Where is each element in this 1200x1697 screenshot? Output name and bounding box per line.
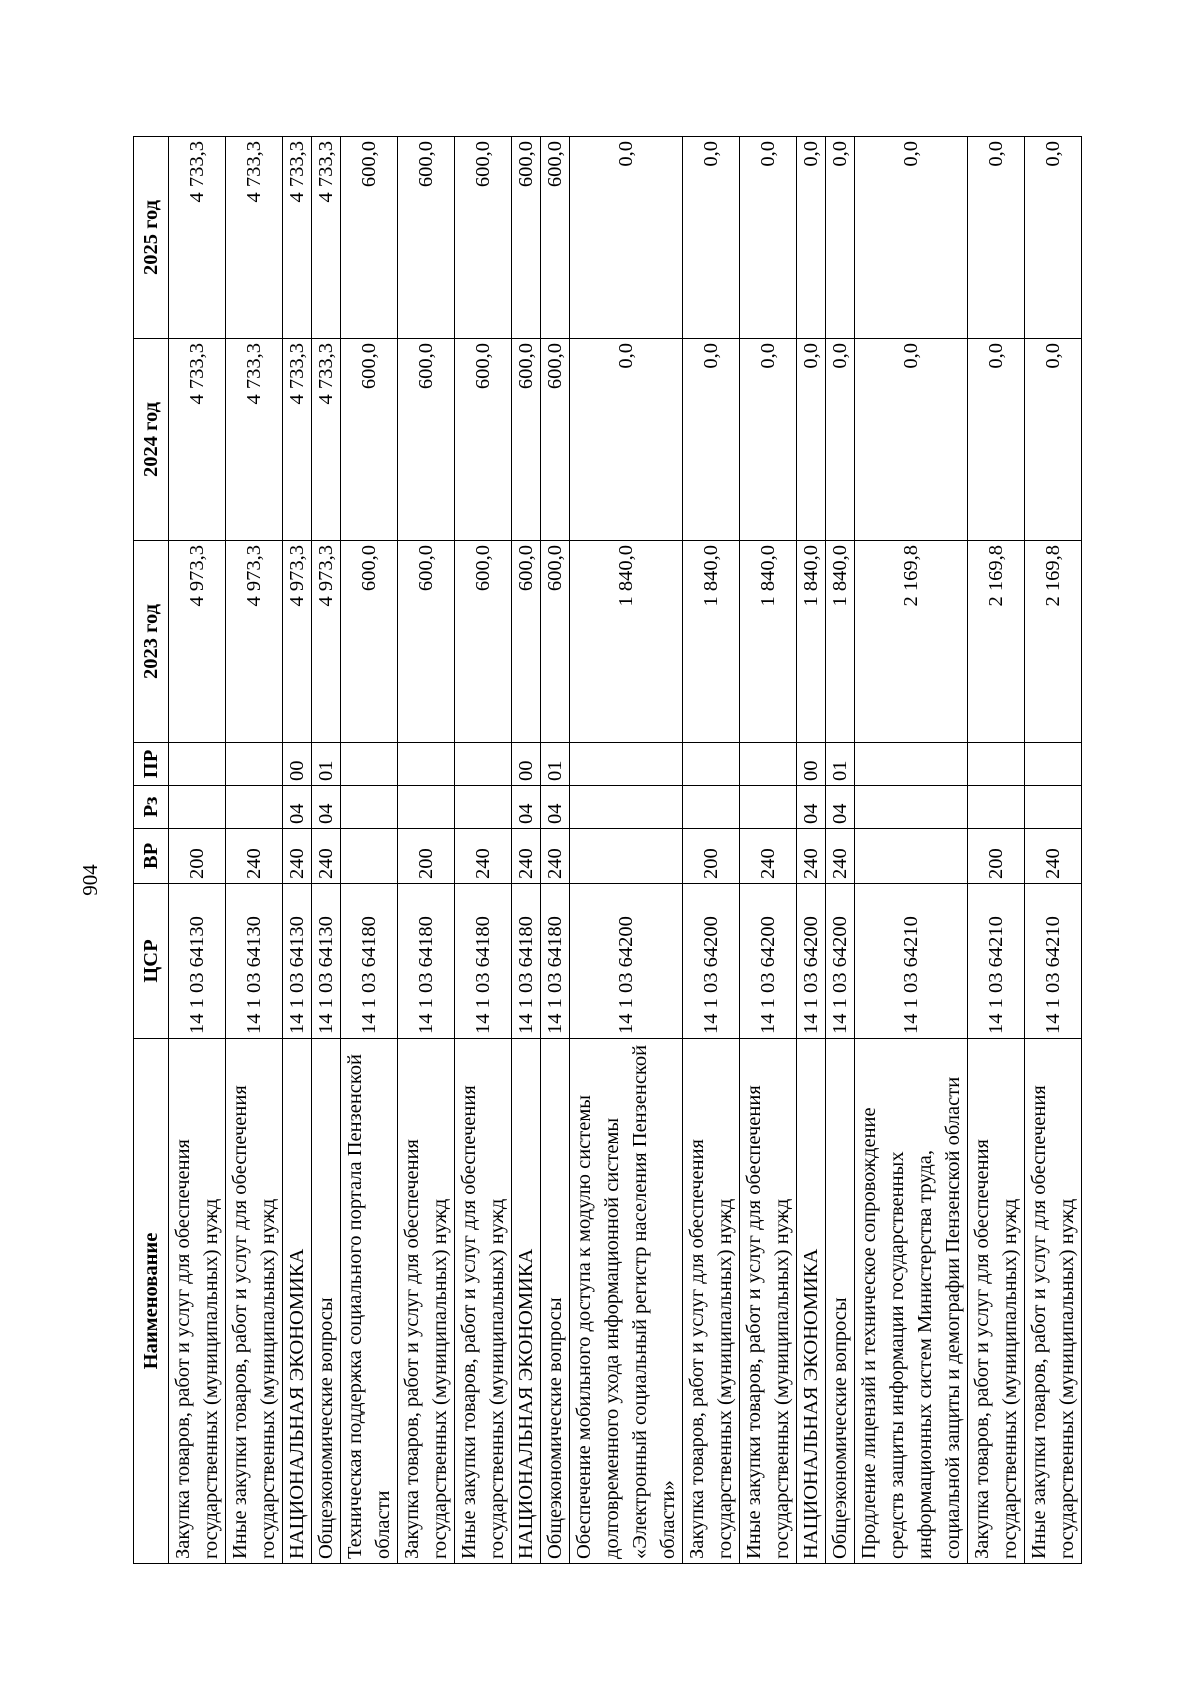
cell-2023: 600,0 bbox=[455, 541, 512, 743]
table-row bbox=[797, 137, 826, 1564]
cell-csr: 14 1 03 64210 bbox=[855, 884, 968, 1039]
cell-name: Иные закупки товаров, работ и услуг для обеспечения государственных (муниципальных) нужд bbox=[455, 1039, 512, 1564]
cell-pr bbox=[855, 743, 968, 786]
cell-2024: 600,0 bbox=[512, 339, 541, 541]
cell-2023: 1 840,0 bbox=[683, 541, 740, 743]
cell-2024: 600,0 bbox=[541, 339, 570, 541]
cell-2023: 600,0 bbox=[512, 541, 541, 743]
cell-2025: 0,0 bbox=[855, 137, 968, 339]
cell-pr bbox=[398, 743, 455, 786]
cell-csr: 14 1 03 64200 bbox=[570, 884, 683, 1039]
cell-vr: 240 bbox=[455, 829, 512, 884]
table-body bbox=[169, 137, 1082, 1564]
cell-2025: 4 733,3 bbox=[283, 137, 312, 339]
cell-2024: 0,0 bbox=[740, 339, 797, 541]
cell-csr: 14 1 03 64130 bbox=[226, 884, 283, 1039]
cell-rz: 04 bbox=[312, 786, 341, 829]
cell-2023: 4 973,3 bbox=[312, 541, 341, 743]
cell-2023: 1 840,0 bbox=[797, 541, 826, 743]
cell-rz bbox=[740, 786, 797, 829]
cell-vr: 240 bbox=[797, 829, 826, 884]
cell-2023: 4 973,3 bbox=[283, 541, 312, 743]
cell-2025: 4 733,3 bbox=[312, 137, 341, 339]
cell-rz bbox=[398, 786, 455, 829]
cell-name: Закупка товаров, работ и услуг для обеспечения государственных (муниципальных) нужд bbox=[683, 1039, 740, 1564]
cell-csr: 14 1 03 64180 bbox=[398, 884, 455, 1039]
cell-2024: 0,0 bbox=[797, 339, 826, 541]
cell-pr bbox=[226, 743, 283, 786]
cell-2025: 600,0 bbox=[455, 137, 512, 339]
cell-pr: 00 bbox=[512, 743, 541, 786]
cell-2023: 2 169,8 bbox=[855, 541, 968, 743]
cell-2023: 1 840,0 bbox=[826, 541, 855, 743]
cell-csr: 14 1 03 64210 bbox=[1025, 884, 1082, 1039]
cell-pr bbox=[968, 743, 1025, 786]
cell-2025: 600,0 bbox=[541, 137, 570, 339]
cell-name: Общеэкономические вопросы bbox=[312, 1039, 341, 1564]
cell-rz: 04 bbox=[283, 786, 312, 829]
cell-rz bbox=[1025, 786, 1082, 829]
header-2025: 2025 год bbox=[134, 137, 169, 339]
page-number: 904 bbox=[78, 864, 102, 896]
cell-2023: 600,0 bbox=[541, 541, 570, 743]
cell-vr: 200 bbox=[683, 829, 740, 884]
budget-table bbox=[133, 136, 1082, 1564]
cell-name: Закупка товаров, работ и услуг для обеспечения государственных (муниципальных) нужд bbox=[968, 1039, 1025, 1564]
cell-2025: 0,0 bbox=[683, 137, 740, 339]
cell-name: Закупка товаров, работ и услуг для обеспечения государственных (муниципальных) нужд bbox=[398, 1039, 455, 1564]
cell-rz bbox=[455, 786, 512, 829]
cell-vr bbox=[341, 829, 398, 884]
cell-rz: 04 bbox=[797, 786, 826, 829]
cell-vr: 240 bbox=[226, 829, 283, 884]
cell-name: Обеспечение мобильного доступа к модулю системы долговременного ухода информационной системы «Электронный социальный регистр населения Пензенской области» bbox=[570, 1039, 683, 1564]
cell-vr: 200 bbox=[398, 829, 455, 884]
cell-2025: 0,0 bbox=[1025, 137, 1082, 339]
cell-pr bbox=[570, 743, 683, 786]
cell-2023: 2 169,8 bbox=[1025, 541, 1082, 743]
cell-vr bbox=[855, 829, 968, 884]
cell-vr: 240 bbox=[512, 829, 541, 884]
table-row bbox=[341, 137, 398, 1564]
cell-2025: 0,0 bbox=[570, 137, 683, 339]
cell-2025: 600,0 bbox=[341, 137, 398, 339]
cell-rz bbox=[570, 786, 683, 829]
cell-csr: 14 1 03 64180 bbox=[341, 884, 398, 1039]
cell-rz bbox=[169, 786, 226, 829]
cell-name: Иные закупки товаров, работ и услуг для обеспечения государственных (муниципальных) нужд bbox=[226, 1039, 283, 1564]
cell-2024: 0,0 bbox=[570, 339, 683, 541]
cell-2025: 600,0 bbox=[512, 137, 541, 339]
table-row bbox=[968, 137, 1025, 1564]
cell-2024: 0,0 bbox=[1025, 339, 1082, 541]
table-row bbox=[855, 137, 968, 1564]
cell-2025: 0,0 bbox=[797, 137, 826, 339]
cell-csr: 14 1 03 64180 bbox=[455, 884, 512, 1039]
cell-2023: 4 973,3 bbox=[226, 541, 283, 743]
cell-pr bbox=[455, 743, 512, 786]
cell-vr: 240 bbox=[826, 829, 855, 884]
table-row bbox=[512, 137, 541, 1564]
cell-pr: 00 bbox=[283, 743, 312, 786]
cell-pr bbox=[341, 743, 398, 786]
cell-2023: 1 840,0 bbox=[570, 541, 683, 743]
cell-vr: 240 bbox=[541, 829, 570, 884]
table-row bbox=[169, 137, 226, 1564]
header-2024: 2024 год bbox=[134, 339, 169, 541]
cell-rz bbox=[683, 786, 740, 829]
cell-name: Закупка товаров, работ и услуг для обеспечения государственных (муниципальных) нужд bbox=[169, 1039, 226, 1564]
cell-name: Иные закупки товаров, работ и услуг для обеспечения государственных (муниципальных) нужд bbox=[1025, 1039, 1082, 1564]
cell-csr: 14 1 03 64180 bbox=[512, 884, 541, 1039]
cell-name: Иные закупки товаров, работ и услуг для обеспечения государственных (муниципальных) нужд bbox=[740, 1039, 797, 1564]
header-name: Наименование bbox=[134, 1039, 169, 1564]
header-vr: ВР bbox=[134, 829, 169, 884]
cell-2025: 600,0 bbox=[398, 137, 455, 339]
cell-2025: 4 733,3 bbox=[226, 137, 283, 339]
table-row bbox=[740, 137, 797, 1564]
table-header-row bbox=[134, 137, 169, 1564]
cell-vr: 240 bbox=[1025, 829, 1082, 884]
cell-2023: 600,0 bbox=[398, 541, 455, 743]
cell-name: Продление лицензий и техническое сопровождение средств защиты информации государственных информационных систем Министерства труда, социальной защиты и демографии Пензенской области bbox=[855, 1039, 968, 1564]
cell-name: НАЦИОНАЛЬНАЯ ЭКОНОМИКА bbox=[512, 1039, 541, 1564]
cell-2025: 0,0 bbox=[826, 137, 855, 339]
cell-rz: 04 bbox=[541, 786, 570, 829]
cell-name: НАЦИОНАЛЬНАЯ ЭКОНОМИКА bbox=[283, 1039, 312, 1564]
cell-csr: 14 1 03 64130 bbox=[169, 884, 226, 1039]
cell-rz: 04 bbox=[826, 786, 855, 829]
cell-csr: 14 1 03 64200 bbox=[683, 884, 740, 1039]
cell-2024: 4 733,3 bbox=[312, 339, 341, 541]
cell-rz bbox=[341, 786, 398, 829]
cell-pr bbox=[169, 743, 226, 786]
table-row bbox=[226, 137, 283, 1564]
cell-vr: 240 bbox=[740, 829, 797, 884]
cell-2025: 0,0 bbox=[740, 137, 797, 339]
table-row bbox=[683, 137, 740, 1564]
cell-2024: 4 733,3 bbox=[169, 339, 226, 541]
rotated-table-container bbox=[133, 136, 1078, 1564]
cell-pr bbox=[683, 743, 740, 786]
cell-2023: 2 169,8 bbox=[968, 541, 1025, 743]
cell-2024: 4 733,3 bbox=[226, 339, 283, 541]
cell-2024: 0,0 bbox=[855, 339, 968, 541]
cell-pr: 01 bbox=[826, 743, 855, 786]
cell-2024: 4 733,3 bbox=[283, 339, 312, 541]
cell-csr: 14 1 03 64130 bbox=[312, 884, 341, 1039]
cell-vr: 240 bbox=[283, 829, 312, 884]
cell-name: Общеэкономические вопросы bbox=[541, 1039, 570, 1564]
table-row bbox=[570, 137, 683, 1564]
cell-csr: 14 1 03 64180 bbox=[541, 884, 570, 1039]
header-csr: ЦСР bbox=[134, 884, 169, 1039]
cell-2024: 0,0 bbox=[968, 339, 1025, 541]
table-row bbox=[541, 137, 570, 1564]
cell-csr: 14 1 03 64210 bbox=[968, 884, 1025, 1039]
cell-csr: 14 1 03 64130 bbox=[283, 884, 312, 1039]
cell-2023: 4 973,3 bbox=[169, 541, 226, 743]
cell-vr bbox=[570, 829, 683, 884]
cell-rz: 04 bbox=[512, 786, 541, 829]
table-row bbox=[826, 137, 855, 1564]
cell-pr: 00 bbox=[797, 743, 826, 786]
cell-2025: 0,0 bbox=[968, 137, 1025, 339]
cell-rz bbox=[226, 786, 283, 829]
table-row bbox=[1025, 137, 1082, 1564]
cell-csr: 14 1 03 64200 bbox=[797, 884, 826, 1039]
table-row bbox=[312, 137, 341, 1564]
cell-pr: 01 bbox=[312, 743, 341, 786]
cell-pr bbox=[1025, 743, 1082, 786]
cell-2023: 600,0 bbox=[341, 541, 398, 743]
cell-vr: 200 bbox=[968, 829, 1025, 884]
cell-2024: 600,0 bbox=[398, 339, 455, 541]
cell-pr bbox=[740, 743, 797, 786]
cell-name: НАЦИОНАЛЬНАЯ ЭКОНОМИКА bbox=[797, 1039, 826, 1564]
header-2023: 2023 год bbox=[134, 541, 169, 743]
cell-rz bbox=[855, 786, 968, 829]
cell-name: Общеэкономические вопросы bbox=[826, 1039, 855, 1564]
cell-2025: 4 733,3 bbox=[169, 137, 226, 339]
header-pr: ПР bbox=[134, 743, 169, 786]
cell-2024: 600,0 bbox=[341, 339, 398, 541]
cell-2023: 1 840,0 bbox=[740, 541, 797, 743]
cell-csr: 14 1 03 64200 bbox=[740, 884, 797, 1039]
header-rz: Рз bbox=[134, 786, 169, 829]
cell-rz bbox=[968, 786, 1025, 829]
cell-csr: 14 1 03 64200 bbox=[826, 884, 855, 1039]
cell-vr: 200 bbox=[169, 829, 226, 884]
cell-2024: 600,0 bbox=[455, 339, 512, 541]
cell-pr: 01 bbox=[541, 743, 570, 786]
table-row bbox=[283, 137, 312, 1564]
cell-vr: 240 bbox=[312, 829, 341, 884]
cell-2024: 0,0 bbox=[683, 339, 740, 541]
cell-2024: 0,0 bbox=[826, 339, 855, 541]
table-row bbox=[398, 137, 455, 1564]
cell-name: Техническая поддержка социального портала Пензенской области bbox=[341, 1039, 398, 1564]
table-row bbox=[455, 137, 512, 1564]
